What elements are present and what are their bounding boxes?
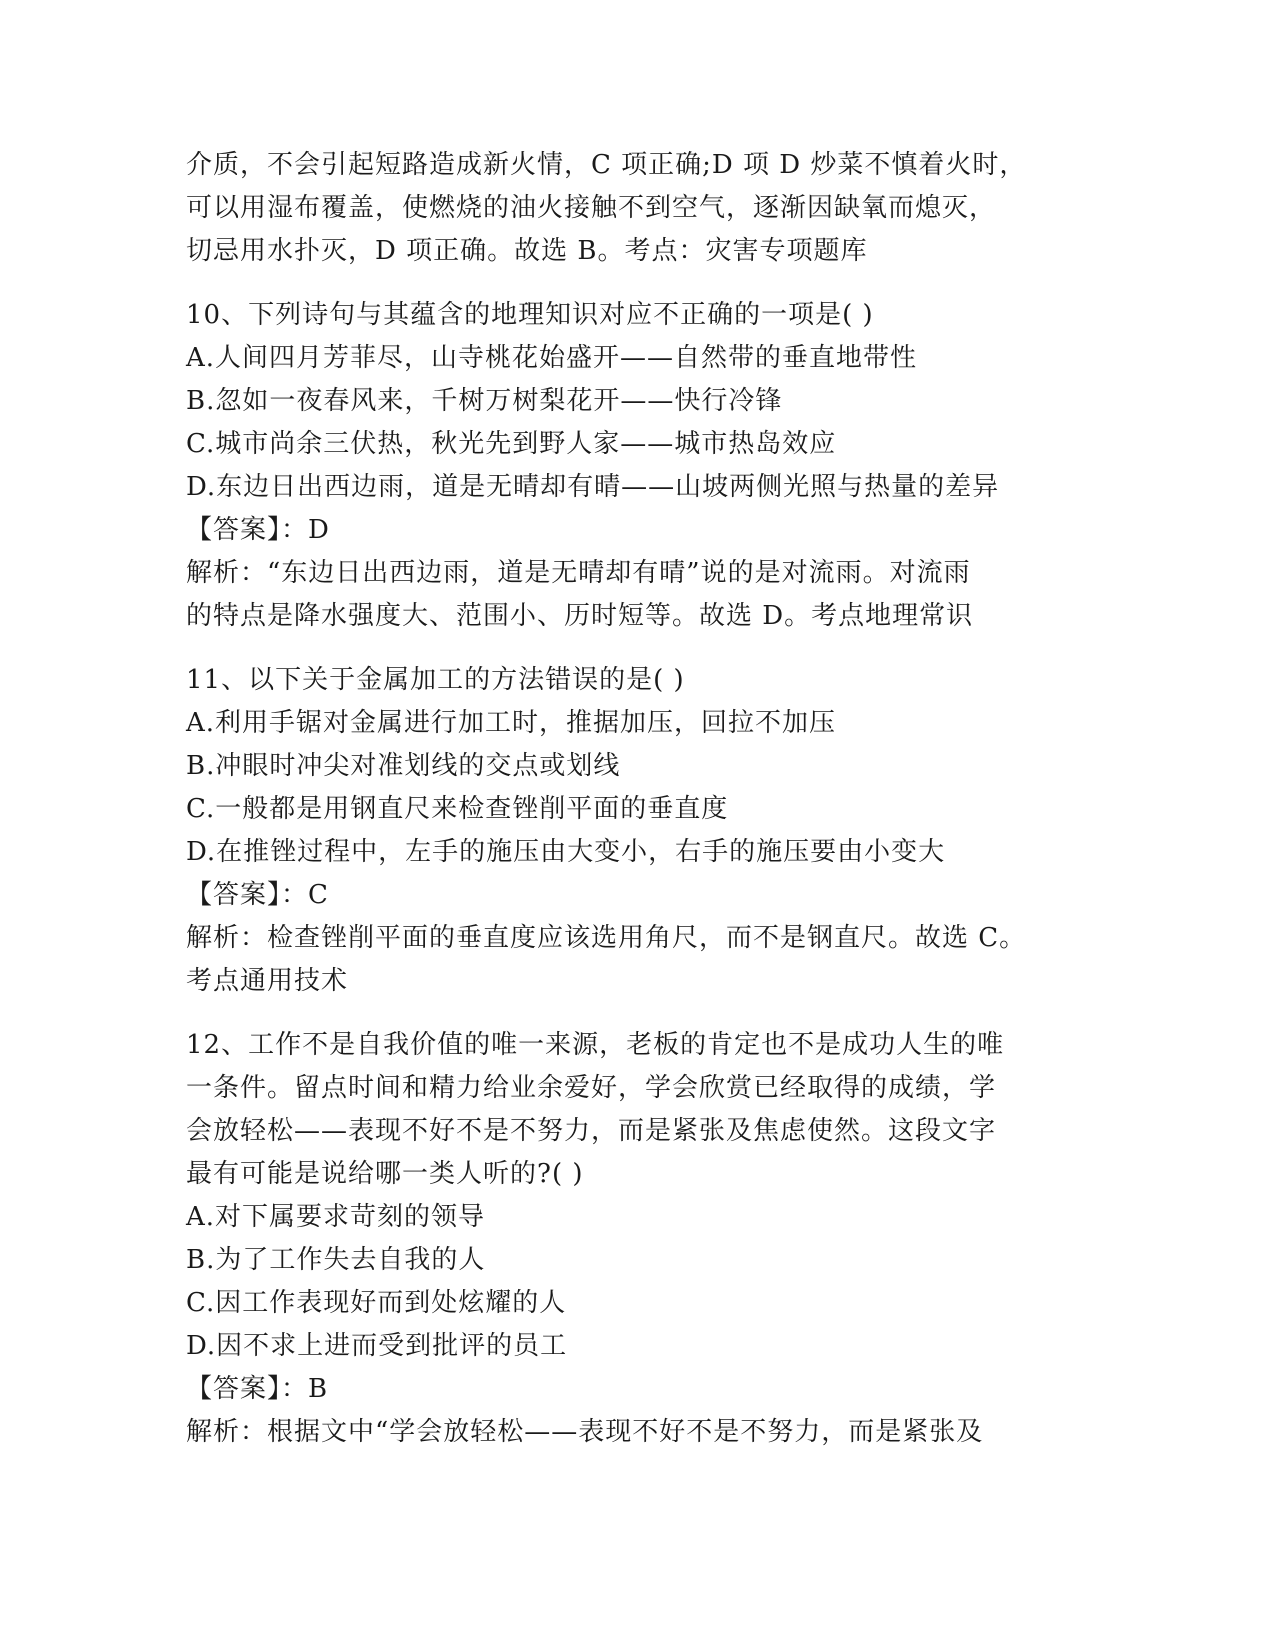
analysis-line: 切忌用水扑灭，D 项正确。故选 B。考点：灾害专项题库 <box>186 236 868 266</box>
analysis-line: 的特点是降水强度大、范围小、历时短等。故选 D。考点地理常识 <box>186 601 974 631</box>
question-text-line: 一条件。留点时间和精力给业余爱好，学会欣赏已经取得的成绩，学 <box>186 1073 997 1103</box>
option-a: A.对下属要求苛刻的领导 <box>186 1202 486 1232</box>
option-d: D.东边日出西边雨，道是无晴却有晴——山坡两侧光照与热量的差异 <box>186 472 1000 502</box>
option-a: A.利用手锯对金属进行加工时，推据加压，回拉不加压 <box>186 708 837 738</box>
question-text: 10、下列诗句与其蕴含的地理知识对应不正确的一项是( ) <box>186 300 874 330</box>
analysis-line: 可以用湿布覆盖，使燃烧的油火接触不到空气，逐渐因缺氧而熄灭， <box>186 193 997 223</box>
document-page <box>186 144 1086 1454</box>
analysis-line: 介质，不会引起短路造成新火情，C 项正确;D 项 D 炒菜不慎着火时， <box>186 150 1027 180</box>
option-b: B.忽如一夜春风来，千树万树梨花开——快行冷锋 <box>186 386 783 416</box>
option-a: A.人间四月芳菲尽，山寺桃花始盛开——自然带的垂直地带性 <box>186 343 918 373</box>
option-c: C.城市尚余三伏热，秋光先到野人家——城市热岛效应 <box>186 429 837 459</box>
analysis-line: 考点通用技术 <box>186 966 349 996</box>
analysis-line: 解析：根据文中“学会放轻松——表现不好不是不努力，而是紧张及 <box>186 1417 984 1447</box>
question-text-line: 最有可能是说给哪一类人听的?( ) <box>186 1159 584 1189</box>
question-text-line: 12、工作不是自我价值的唯一来源，老板的肯定也不是成功人生的唯 <box>186 1030 1005 1060</box>
question-11 <box>186 659 1086 1003</box>
option-c: C.因工作表现好而到处炫耀的人 <box>186 1288 567 1318</box>
analysis-line: 解析：检查锉削平面的垂直度应该选用角尺，而不是钢直尺。故选 C。 <box>186 923 1027 953</box>
option-b: B.冲眼时冲尖对准划线的交点或划线 <box>186 751 621 781</box>
option-c: C.一般都是用钢直尺来检查锉削平面的垂直度 <box>186 794 729 824</box>
option-d: D.在推锉过程中，左手的施压由大变小，右手的施压要由小变大 <box>186 837 946 867</box>
answer: 【答案】：B <box>186 1374 329 1404</box>
answer: 【答案】：C <box>186 880 329 910</box>
analysis-line: 解析：“东边日出西边雨，道是无晴却有晴”说的是对流雨。对流雨 <box>186 558 971 588</box>
previous-analysis-continuation <box>186 144 1086 273</box>
question-text-line: 会放轻松——表现不好不是不努力，而是紧张及焦虑使然。这段文字 <box>186 1116 997 1146</box>
question-10 <box>186 294 1086 638</box>
option-b: B.为了工作失去自我的人 <box>186 1245 486 1275</box>
answer: 【答案】：D <box>186 515 330 545</box>
question-12 <box>186 1024 1086 1454</box>
question-text: 11、以下关于金属加工的方法错误的是( ) <box>186 665 685 695</box>
option-d: D.因不求上进而受到批评的员工 <box>186 1331 568 1361</box>
